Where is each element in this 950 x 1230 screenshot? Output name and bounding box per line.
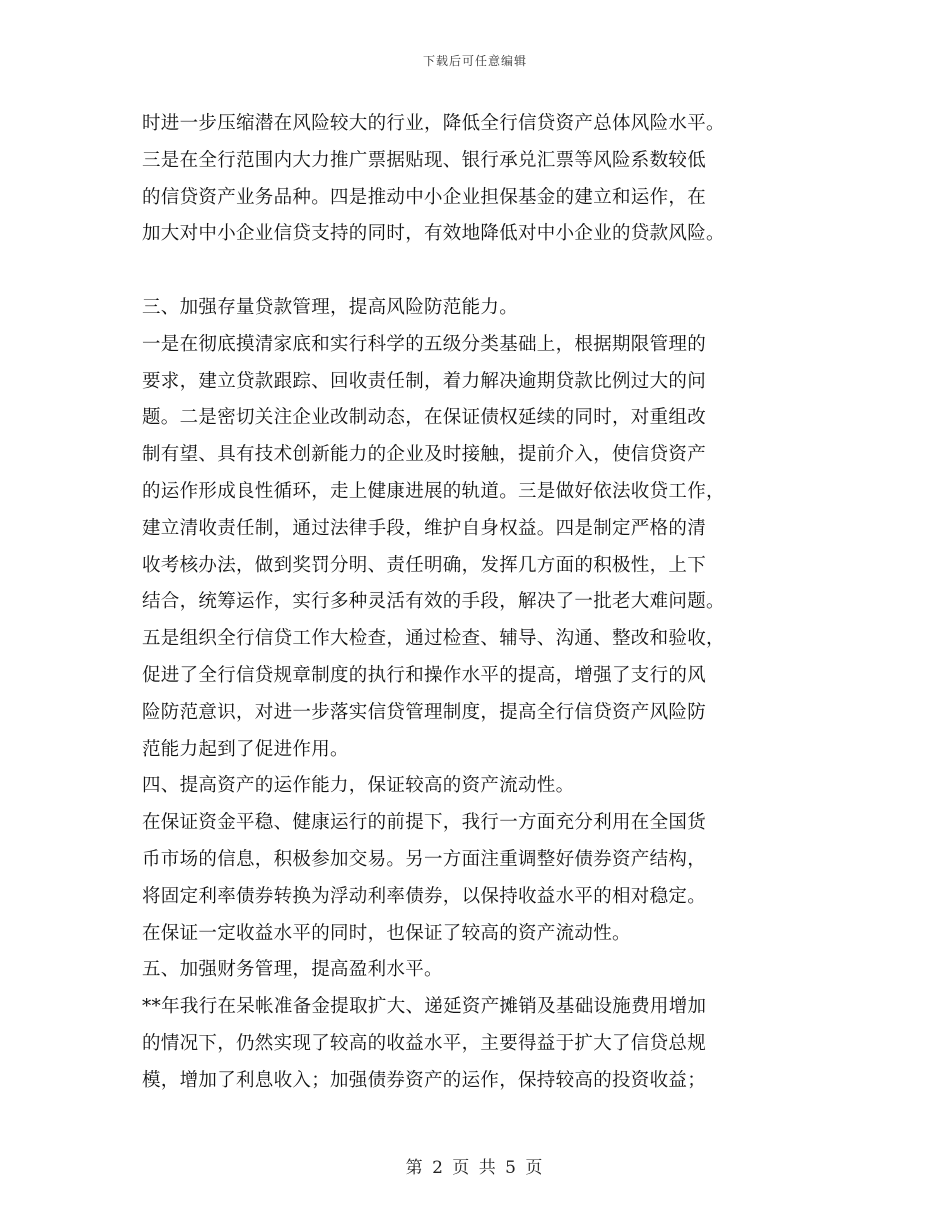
text-line: 的情况下，仍然实现了较高的收益水平，主要得益于扩大了信贷总规: [142, 1032, 707, 1054]
section-heading: 五、加强财务管理，提高盈利水平。: [142, 959, 443, 981]
section-3: [142, 290, 812, 768]
text-line: 制有望、具有技术创新能力的企业及时接触，提前介入，使信贷资产: [142, 444, 707, 466]
text-line: 五是组织全行信贷工作大检查，通过检查、辅导、沟通、整改和验收，: [142, 628, 725, 650]
document-body: [142, 106, 812, 1100]
paragraph-1: [142, 106, 812, 253]
text-line: 在保证资金平稳、健康运行的前提下，我行一方面充分利用在全国货: [142, 812, 707, 834]
text-line: 的信贷资产业务品种。四是推动中小企业担保基金的建立和运作，在: [142, 186, 707, 208]
text-line: 在保证一定收益水平的同时，也保证了较高的资产流动性。: [142, 922, 631, 944]
text-line: 币市场的信息，积极参加交易。另一方面注重调整好债券资产结构，: [142, 848, 707, 870]
blank-line: [142, 253, 812, 290]
text-line: 结合，统筹运作，实行多种灵活有效的手段，解决了一批老大难问题。: [142, 591, 725, 613]
text-line: 将固定利率债券转换为浮动利率债券，以保持收益水平的相对稳定。: [142, 885, 707, 907]
text-line: 要求，建立贷款跟踪、回收责任制，着力解决逾期贷款比例过大的问: [142, 370, 707, 392]
section-4: [142, 768, 812, 952]
text-line: 范能力起到了促进作用。: [142, 738, 349, 760]
text-line: 模，增加了利息收入；加强债券资产的运作，保持较高的投资收益；: [142, 1069, 707, 1091]
text-line: 险防范意识，对进一步落实信贷管理制度，提高全行信贷资产风险防: [142, 701, 707, 723]
text-line: 的运作形成良性循环，走上健康进展的轨道。三是做好依法收贷工作，: [142, 480, 725, 502]
text-line: 促进了全行信贷规章制度的执行和操作水平的提高，增强了支行的风: [142, 664, 707, 686]
text-line: 建立清收责任制，通过法律手段，维护自身权益。四是制定严格的清: [142, 517, 707, 539]
text-line: 加大对中小企业信贷支持的同时，有效地降低对中小企业的贷款风险。: [142, 223, 725, 245]
text-line: 收考核办法，做到奖罚分明、责任明确，发挥几方面的积极性，上下: [142, 554, 707, 576]
text-line: 一是在彻底摸清家底和实行科学的五级分类基础上，根据期限管理的: [142, 333, 707, 355]
section-5: [142, 952, 812, 1099]
page-number-footer: 第 2 页 共 5 页: [405, 1158, 545, 1178]
page-header: 下载后可任意编辑: [422, 54, 527, 68]
text-line: 三是在全行范围内大力推广票据贴现、银行承兑汇票等风险系数较低: [142, 149, 707, 171]
text-line: 时进一步压缩潜在风险较大的行业，降低全行信贷资产总体风险水平。: [142, 113, 725, 134]
section-heading: 四、提高资产的运作能力，保证较高的资产流动性。: [142, 775, 575, 797]
section-heading: 三、加强存量贷款管理，提高风险防范能力。: [142, 296, 519, 318]
text-line: **年我行在呆帐准备金提取扩大、递延资产摊销及基础设施费用增加: [142, 996, 707, 1018]
text-line: 题。二是密切关注企业改制动态，在保证债权延续的同时，对重组改: [142, 407, 707, 429]
